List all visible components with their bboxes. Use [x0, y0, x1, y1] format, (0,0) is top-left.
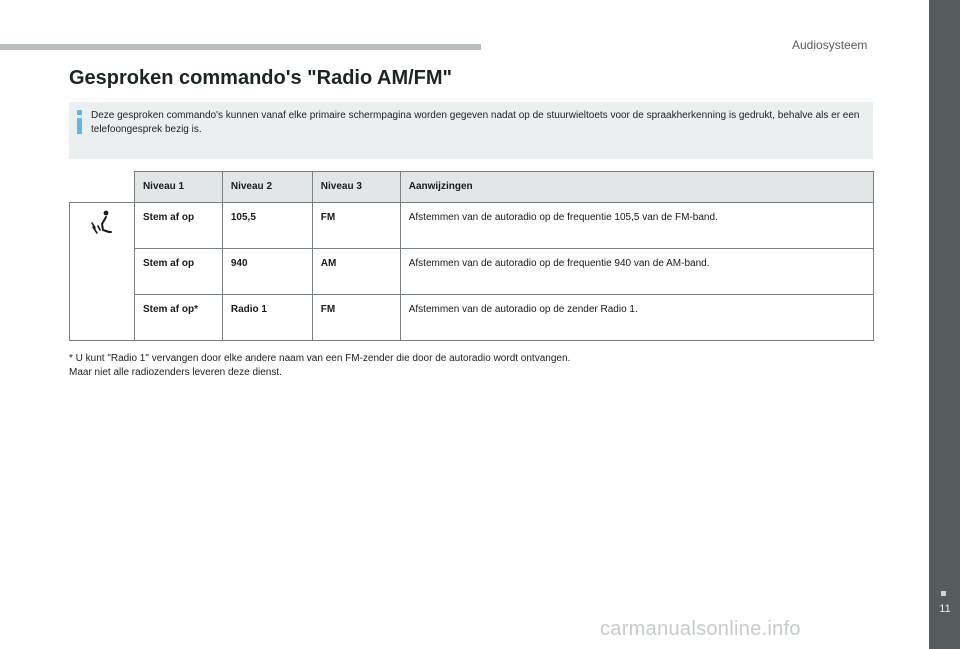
table-row [70, 249, 874, 295]
voice-command-table [69, 171, 874, 341]
cell-instructions: Afstemmen van de autoradio op de zender Radio 1. [400, 295, 873, 341]
cell-instructions: Afstemmen van de autoradio op de frequentie 105,5 van de FM-band. [400, 203, 873, 249]
footnote-line-2: Maar niet alle radiozenders leveren deze dienst. [69, 367, 282, 378]
cell-level-3: AM [312, 249, 400, 295]
info-box [69, 102, 873, 159]
cell-level-1: Stem af op* [134, 295, 222, 341]
cell-level-1: Stem af op [134, 249, 222, 295]
cell-level-3: FM [312, 295, 400, 341]
section-label: Audiosysteem [792, 38, 868, 52]
cell-instructions: Afstemmen van de autoradio op de frequentie 940 van de AM-band. [400, 249, 873, 295]
table-row [70, 295, 874, 341]
header-bar [0, 44, 481, 50]
cell-level-2: 105,5 [222, 203, 312, 249]
cell-level-1: Stem af op [134, 203, 222, 249]
footnote-line-1: * U kunt "Radio 1" vervangen door elke andere naam van een FM-zender die door de autoradio wordt ontvangen. [69, 353, 571, 364]
table-header-blank [70, 172, 135, 203]
info-icon [77, 110, 82, 132]
cell-level-2: Radio 1 [222, 295, 312, 341]
page-marker-icon [941, 591, 946, 596]
table-header-row [70, 172, 874, 203]
header-level-1: Niveau 1 [134, 172, 222, 203]
header-instructions: Aanwijzingen [400, 172, 873, 203]
voice-command-icon [89, 210, 115, 238]
header-level-3: Niveau 3 [312, 172, 400, 203]
page-title: Gesproken commando's "Radio AM/FM" [69, 67, 453, 89]
table-row [70, 203, 874, 249]
cell-level-3: FM [312, 203, 400, 249]
header-level-2: Niveau 2 [222, 172, 312, 203]
info-text: Deze gesproken commando's kunnen vanaf elke primaire schermpagina worden gegeven nadat op de stuurwieltoets voor de spraakherkenning is gedrukt, behalve als er een telefoongesprek bezig is. [91, 110, 860, 135]
page-number: 11 [939, 603, 951, 615]
cell-level-2: 940 [222, 249, 312, 295]
watermark: carmanualsonline.info [600, 618, 801, 640]
side-strip [929, 0, 960, 649]
voice-icon-cell [70, 203, 135, 341]
footnote [69, 352, 869, 380]
